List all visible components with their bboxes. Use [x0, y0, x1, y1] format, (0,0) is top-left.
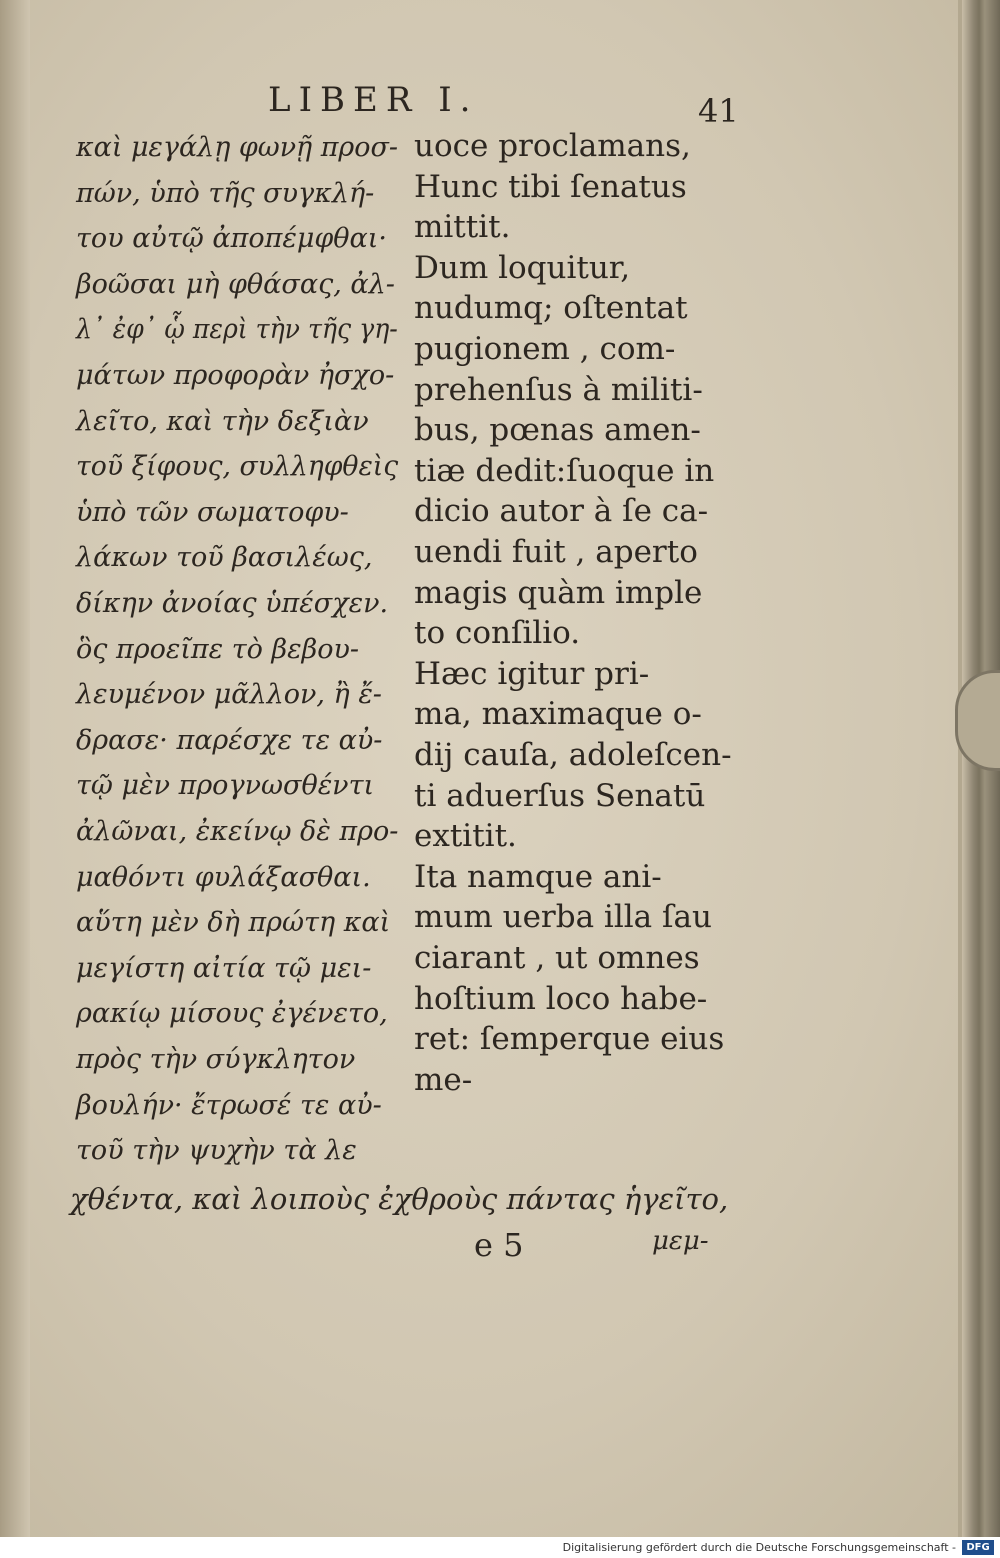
greek_column-line: λάκων τοῦ βασιλέως, [76, 542, 373, 574]
latin_column-line: uoce proclamans, [414, 128, 691, 164]
latin_column-line: prehenſus à militi- [414, 371, 703, 408]
latin_column-line: mittit. [414, 209, 511, 246]
latin_column-line: mum uerba illa ſau [414, 899, 712, 936]
latin_column-line: Hunc tibi ſenatus [414, 168, 687, 205]
greek_column-line: λεῖτο, καὶ τὴν δεξιὰν [76, 405, 369, 437]
latin_column-line: ret: ſemperque eius [414, 1021, 725, 1058]
latin_column-line: dij cauſa, adoleſcen- [414, 737, 732, 773]
latin_column-line: Hæc igitur pri- [414, 655, 650, 692]
latin_column-line: tiæ dedit:ſuoque in [414, 452, 715, 489]
latin_column-line: me- [414, 1061, 473, 1098]
latin_column-line: dicio autor à ſe ca- [414, 493, 709, 530]
greek_column-line: του αὐτῷ ἀποπέμφθαι· [76, 223, 387, 255]
running-head: LIBER I. [268, 80, 479, 120]
greek_column-line: δρασε· παρέσχε τε αὐ- [76, 724, 383, 756]
greek_column-line: καὶ μεγάλῃ φωνῇ προσ- [76, 132, 398, 163]
latin_column-line: to conſilio. [414, 615, 581, 652]
greek_column-line: ὑπὸ τῶν σωματοφυ- [76, 496, 349, 528]
latin_column-line: bus, pœnas amen- [414, 412, 701, 449]
greek_column-line: ἀλῶναι, ἐκείνῳ δὲ προ- [76, 816, 399, 847]
greek_column-line: δίκην ἀνοίας ὑπέσχεν. [76, 588, 389, 619]
catchword: μεμ- [652, 1226, 709, 1256]
latin_column-line: pugionem , com- [414, 331, 676, 367]
latin_column-line: ti aduerſus Senatū [414, 777, 706, 814]
signature-mark: e 5 [474, 1226, 524, 1264]
greek_column-line: ὃς προεῖπε τὸ βεβου- [76, 633, 359, 665]
greek_column-line: τῷ μὲν προγνωσθέντι [76, 770, 375, 802]
greek_column-line: βοῶσαι μὴ φθάσας, ἀλ- [76, 268, 395, 300]
dfg-logo: DFG [962, 1540, 994, 1555]
latin_column-line: magis quàm imple [414, 574, 703, 611]
latin_column-line: Dum loquitur, [414, 249, 631, 286]
greek_column-line: πρὸς τὴν σύγκλητον [76, 1044, 356, 1075]
folio-number: 41 [698, 92, 739, 130]
latin_column-line: hoſtium loco habe- [414, 980, 708, 1017]
footer-credit: Digitalisierung gefördert durch die Deutsche Forschungsgemeinschaft - [562, 1541, 956, 1554]
greek_column-line: μεγίστη αἰτία τῷ μει- [76, 952, 372, 984]
latin_column-line: nudumq; oſtentat [414, 290, 688, 327]
greek_column-line: μαθόντι φυλάξασθαι. [76, 861, 371, 893]
latin_column-line: Ita namque ani- [414, 858, 662, 895]
latin_column-line: ciarant , ut omnes [414, 940, 700, 976]
greek_column-line: πών, ὑπὸ τῆς συγκλή- [76, 177, 375, 209]
greek_column-line: λευμένον μᾶλλον, ἢ ἔ- [76, 679, 382, 711]
latin_column-line: uendi fuit , aperto [414, 534, 698, 570]
greek_column-line: λ᾽ ἐφ᾽ ᾧ περὶ τὴν τῆς γη- [76, 314, 398, 346]
latin_column-line: ma, maximaque o- [414, 696, 702, 733]
greek_column-line: βουλήν· ἔτρωσέ τε αὐ- [76, 1089, 382, 1121]
latin_column-line: extitit. [414, 818, 517, 855]
greek_column-line: ρακίῳ μίσους ἐγένετο, [76, 998, 388, 1030]
greek_column-line: αὕτη μὲν δὴ πρώτη καὶ [76, 907, 391, 939]
greek_column-line: τοῦ τὴν ψυχὴν τὰ λε [76, 1135, 357, 1167]
greek_column-line: μάτων προφορὰν ἠσχο- [76, 360, 395, 391]
gutter-shadow [0, 0, 30, 1537]
greek_column-line: τοῦ ξίφους, συλληφθεὶς [76, 451, 399, 483]
greek-tail-line: χθέντα, καὶ λοιποὺς ἐχθροὺς πάντας ἡγεῖτο, [70, 1182, 729, 1216]
